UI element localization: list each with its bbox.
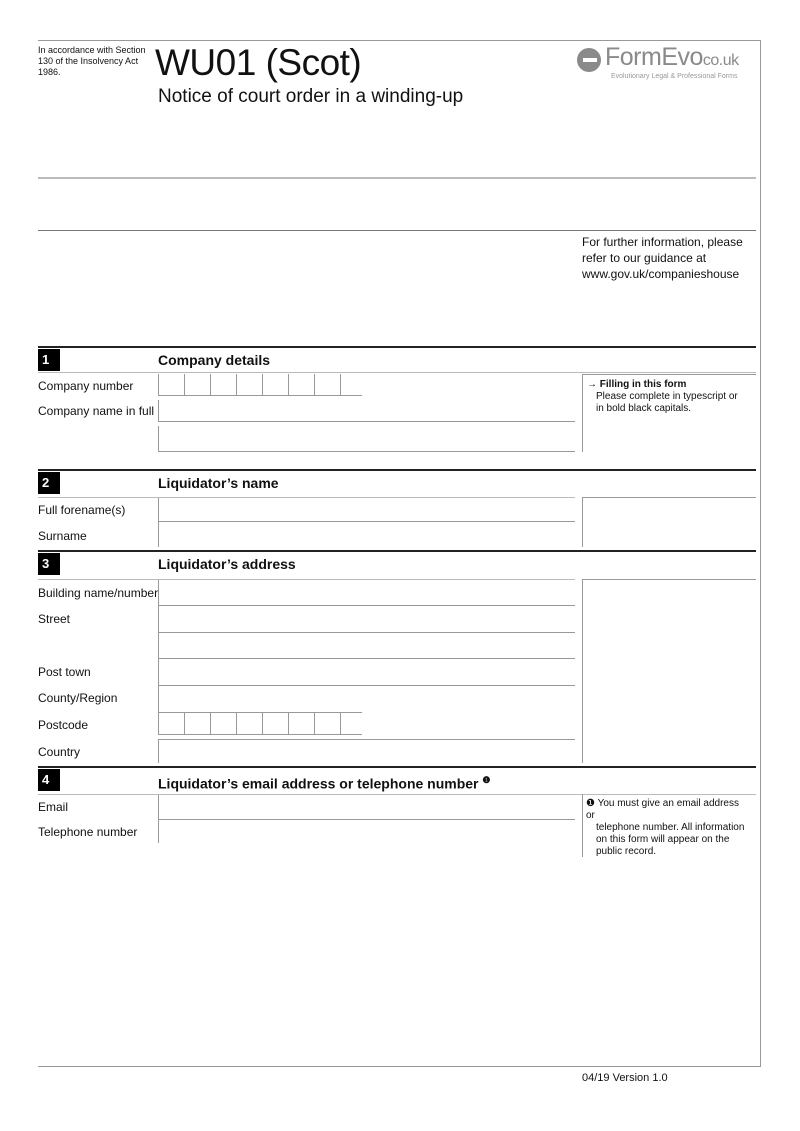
note-first-line: You must give an email address or	[586, 798, 739, 821]
char-box[interactable]	[210, 374, 236, 396]
char-box[interactable]	[288, 374, 314, 396]
logo-brand: FormEvoco.uk	[605, 43, 739, 71]
street-field-2[interactable]	[158, 633, 575, 659]
guidance-note: For further information, please refer to our guidance at www.gov.uk/companieshouse	[582, 235, 743, 281]
char-box[interactable]	[288, 713, 314, 735]
char-box[interactable]	[184, 713, 210, 735]
section-2-number: 2	[38, 472, 60, 494]
char-box[interactable]	[158, 374, 184, 396]
forenames-field[interactable]	[158, 498, 575, 522]
street-field[interactable]	[158, 606, 575, 633]
filling-in-note	[582, 374, 756, 452]
section-4-number: 4	[38, 769, 60, 791]
post-town-label: Post town	[38, 665, 91, 679]
building-field[interactable]	[158, 580, 575, 606]
section-3-number: 3	[38, 553, 60, 575]
section-2-note	[582, 497, 756, 547]
formevo-logo	[575, 44, 760, 84]
char-box[interactable]	[236, 713, 262, 735]
county-label: County/Region	[38, 691, 118, 705]
section-1-number: 1	[38, 349, 60, 371]
company-name-label: Company name in full	[38, 404, 155, 418]
section-4-rule	[38, 766, 756, 768]
logo-icon	[577, 48, 601, 72]
note-rest: telephone number. All information on this form will appear on the public record.	[596, 822, 745, 857]
header-divider-2	[38, 230, 756, 231]
char-box[interactable]	[262, 713, 288, 735]
section-2-rule	[38, 469, 756, 471]
legal-reference: In accordance with Section 130 of the Insolvency Act 1986.	[38, 45, 146, 77]
section-3-rule	[38, 550, 756, 552]
section-4-note	[582, 794, 756, 857]
post-town-field[interactable]	[158, 659, 575, 686]
section-3-title: Liquidator’s address	[158, 556, 296, 572]
footer-divider	[38, 1066, 761, 1067]
right-border	[760, 40, 761, 1067]
surname-label: Surname	[38, 529, 87, 543]
note-info	[586, 798, 748, 858]
char-box[interactable]	[340, 713, 362, 735]
char-box[interactable]	[158, 713, 184, 735]
company-name-field-2[interactable]	[158, 426, 575, 452]
char-box[interactable]	[314, 374, 340, 396]
section-2-title: Liquidator’s name	[158, 475, 279, 491]
postcode-input[interactable]	[158, 712, 362, 735]
country-label: Country	[38, 745, 81, 759]
form-code: WU01 (Scot)	[155, 42, 362, 83]
county-field[interactable]	[158, 686, 575, 712]
section-1-rule	[38, 346, 756, 348]
section-3-note	[582, 579, 756, 763]
char-box[interactable]	[262, 374, 288, 396]
postcode-label: Postcode	[38, 718, 89, 732]
street-label: Street	[38, 612, 71, 626]
char-box[interactable]	[210, 713, 236, 735]
char-box[interactable]	[236, 374, 262, 396]
section-1-underline	[38, 372, 756, 373]
logo-tagline: Evolutionary Legal & Professional Forms	[611, 73, 738, 80]
telephone-field[interactable]	[158, 820, 575, 843]
forenames-label: Full forename(s)	[38, 503, 126, 517]
company-number-input[interactable]	[158, 374, 362, 396]
country-field[interactable]	[158, 739, 575, 763]
page-title: Notice of court order in a winding-up	[158, 86, 464, 107]
company-number-label: Company number	[38, 379, 134, 393]
info-marker: ❶	[482, 775, 491, 785]
char-box[interactable]	[184, 374, 210, 396]
char-box[interactable]	[340, 374, 362, 396]
email-field[interactable]	[158, 795, 575, 820]
email-label: Email	[38, 800, 69, 814]
note-heading: → Filling in this form	[587, 379, 687, 390]
info-icon: ❶	[586, 798, 595, 809]
note-text: Please complete in typescript or in bold black capitals.	[596, 391, 738, 414]
building-label: Building name/number	[38, 586, 159, 600]
section-4-title: Liquidator’s email address or telephone number $^❶$	[158, 775, 491, 792]
telephone-label: Telephone number	[38, 825, 138, 839]
top-border	[38, 40, 761, 41]
company-name-field[interactable]	[158, 400, 575, 422]
section-1-title: Company details	[158, 352, 271, 368]
surname-field[interactable]	[158, 522, 575, 547]
version-label: 04/19 Version 1.0	[582, 1072, 668, 1084]
header-divider	[38, 177, 756, 179]
char-box[interactable]	[314, 713, 340, 735]
